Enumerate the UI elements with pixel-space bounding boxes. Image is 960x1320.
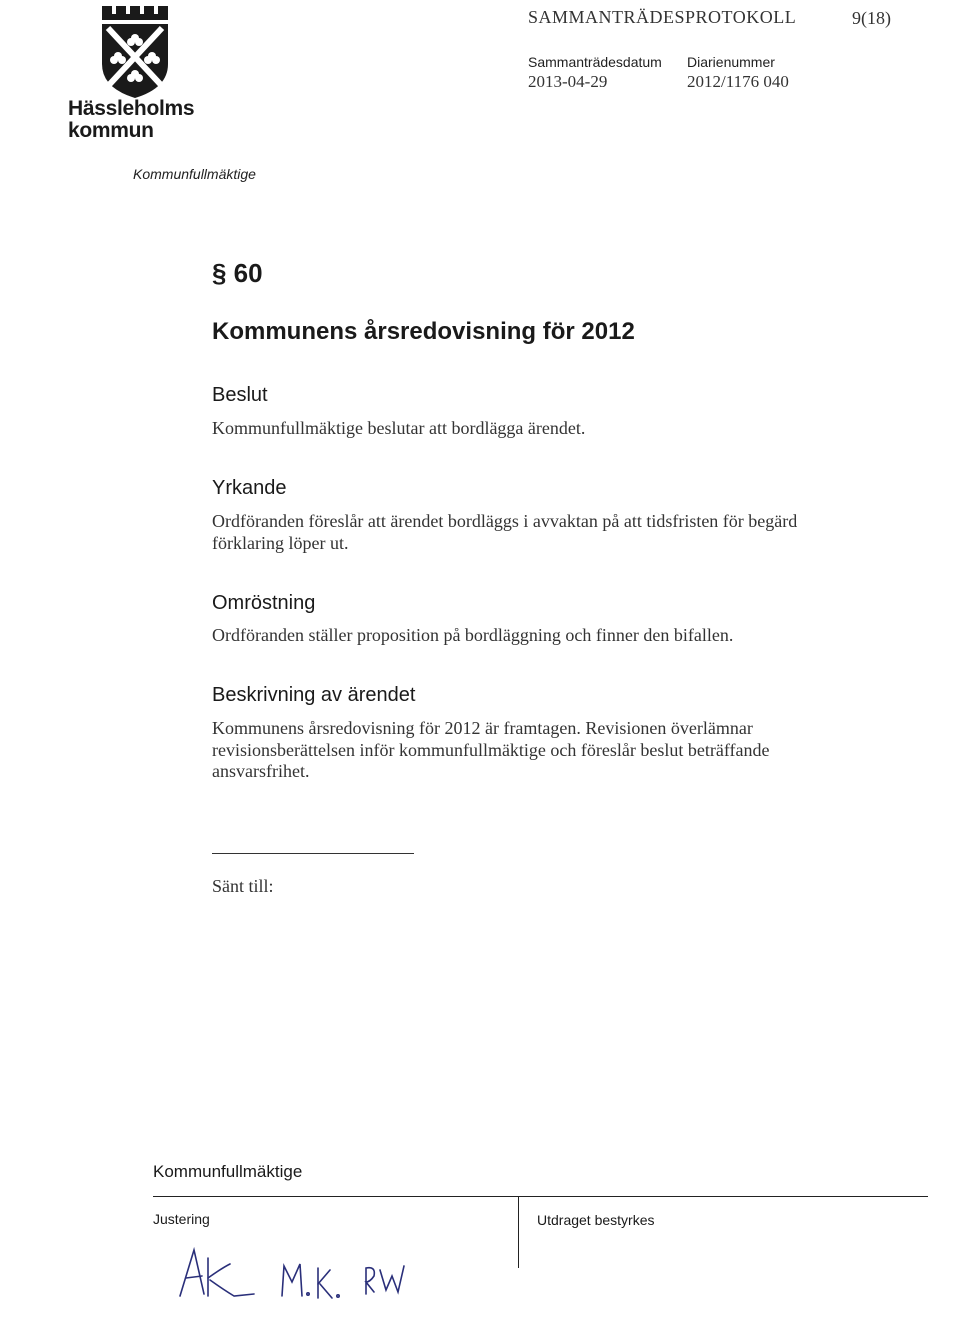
text-yrkande: Ordföranden föreslår att ärendet bordläggs i avvaktan på att tidsfristen för begärd förklaring löper ut.	[212, 511, 798, 553]
justering-label: Justering	[153, 1211, 210, 1227]
text-omrostning: Ordföranden ställer proposition på bordläggning och finner den bifallen.	[212, 625, 734, 645]
meeting-date: 2013-04-29	[528, 72, 608, 91]
signatures	[174, 1238, 414, 1308]
page-number: 9(18)	[852, 8, 891, 28]
sent-to-label: Sänt till:	[212, 876, 274, 896]
assembly-name: Kommunfullmäktige	[133, 166, 256, 182]
heading-omrostning: Omröstning	[212, 592, 316, 614]
heading-yrkande: Yrkande	[212, 477, 287, 499]
paragraph-number: § 60	[212, 258, 263, 288]
divider	[212, 853, 414, 854]
diary-number-label: Diarienummer	[687, 54, 775, 70]
heading-beslut: Beslut	[212, 384, 268, 406]
municipality-name	[68, 98, 194, 142]
heading-beskrivning: Beskrivning av ärendet	[212, 684, 416, 706]
handwritten-signatures-icon	[174, 1238, 414, 1308]
utdrag-label: Utdraget bestyrkes	[537, 1212, 655, 1228]
footer-column-divider	[518, 1196, 519, 1268]
section-title: Kommunens årsredovisning för 2012	[212, 318, 635, 345]
meeting-date-label: Sammanträdesdatum	[528, 54, 662, 70]
diary-number: 2012/1176 040	[687, 72, 789, 91]
coat-of-arms-icon	[100, 6, 172, 98]
text-beskrivning: Kommunens årsredovisning för 2012 är framtagen. Revisionen överlämnar revisionsberättelsen inför kommunfullmäktige och föreslår beslut beträffande ansvarsfrihet.	[212, 718, 770, 781]
footer-divider	[153, 1196, 928, 1197]
org-line-2: kommun	[68, 119, 154, 142]
municipality-logo	[100, 6, 172, 98]
footer-title: Kommunfullmäktige	[153, 1162, 303, 1181]
text-beslut: Kommunfullmäktige beslutar att bordlägga ärendet.	[212, 418, 586, 438]
document-type: SAMMANTRÄDESPROTOKOLL	[528, 7, 797, 27]
org-line-1: Hässleholms	[68, 97, 195, 120]
